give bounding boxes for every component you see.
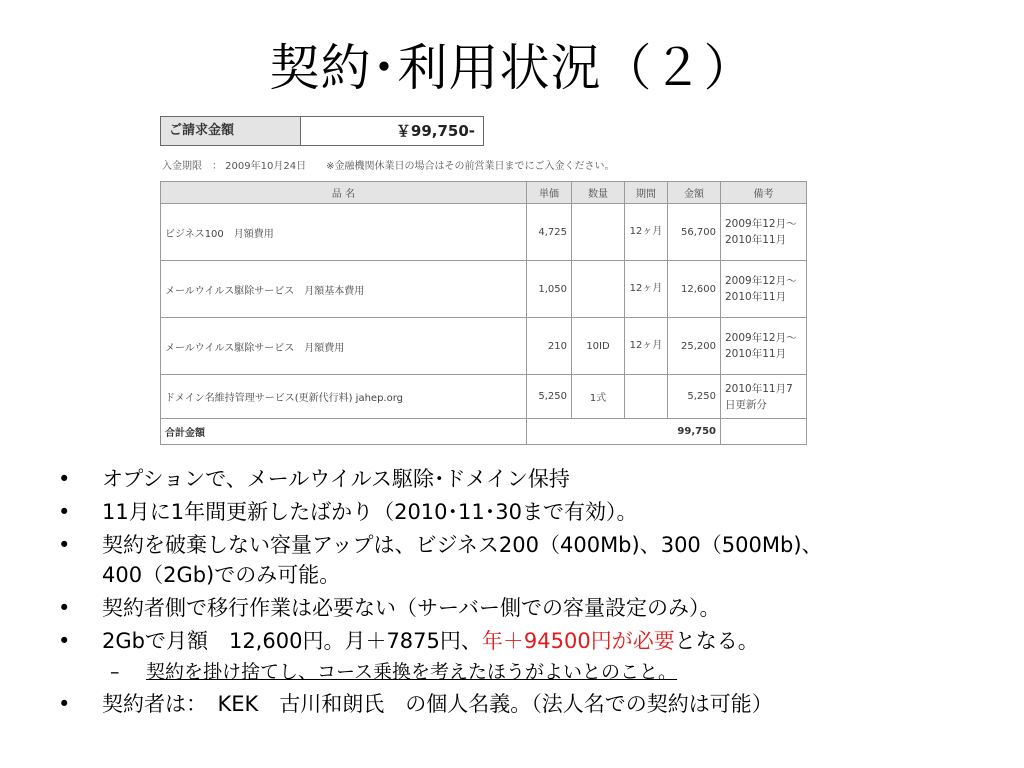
sub-bullet-advice: – 契約を掛け捨てし、コース乗換を考えたほうがよいとのこと。 — [58, 659, 1018, 685]
item-name: ドメイン名維持管理サービス(更新代行料) jahep.org — [161, 375, 527, 419]
header-unit-price: 単価 — [527, 182, 572, 204]
unit-price: 4,725 — [527, 204, 572, 261]
table-row — [161, 261, 807, 318]
bullet-options: • オプションで、メールウイルス駆除･ドメイン保持 — [58, 464, 1018, 494]
total-value: 99,750 — [527, 419, 721, 445]
bill-amount-box — [160, 116, 484, 146]
header-period: 期間 — [625, 182, 668, 204]
bullet-migration: • 契約者側で移行作業は必要ない（サーバー側での容量設定のみ）。 — [58, 593, 1018, 623]
bullet-renewal: • 11月に1年間更新したばかり（2010･11･30まで有効）。 — [58, 497, 1018, 527]
note: 2010年11月7日更新分 — [721, 375, 807, 419]
period: 12ヶ月 — [625, 261, 668, 318]
invoice-table — [160, 181, 807, 445]
unit-price: 1,050 — [527, 261, 572, 318]
invoice-image — [160, 116, 808, 456]
header-amount: 金額 — [668, 182, 721, 204]
slide-title: 契約･利用状況（２） — [269, 39, 755, 97]
bullet-capacity-upgrade: • 契約を破棄しない容量アップは、ビジネス200（400Mb)、300（500Mb)、 400（2Gb)でのみ可能。 — [58, 530, 1018, 590]
note: 2009年12月～2010年11月 — [721, 261, 807, 318]
header-note: 備考 — [721, 182, 807, 204]
unit-price: 5,250 — [527, 375, 572, 419]
quantity — [572, 261, 625, 318]
table-row — [161, 204, 807, 261]
quantity: 1式 — [572, 375, 625, 419]
payment-due-note: 入金期限 ： 2009年10月24日 ※金融機関休業日の場合はその前営業日までにご入金ください。 — [162, 161, 615, 172]
header-item-name: 品 名 — [161, 182, 527, 204]
total-row — [161, 419, 807, 445]
item-name: メールウイルス駆除サービス 月額費用 — [161, 318, 527, 375]
unit-price: 210 — [527, 318, 572, 375]
amount: 56,700 — [668, 204, 721, 261]
quantity — [572, 204, 625, 261]
note: 2009年12月～2010年11月 — [721, 204, 807, 261]
table-header-row — [161, 182, 807, 204]
bill-amount: ￥99,750- — [395, 122, 475, 140]
header-quantity: 数量 — [572, 182, 625, 204]
bullet-contract-holder: • 契約者は： KEK 古川和朗氏 の個人名義。（法人名での契約は可能） — [58, 689, 1018, 719]
item-name: ビジネス100 月額費用 — [161, 204, 527, 261]
amount: 12,600 — [668, 261, 721, 318]
bill-label: ご請求金額 — [161, 117, 301, 145]
bullet-list — [58, 464, 1018, 722]
period: 12ヶ月 — [625, 318, 668, 375]
table-row — [161, 318, 807, 375]
period — [625, 375, 668, 419]
amount: 25,200 — [668, 318, 721, 375]
table-row — [161, 375, 807, 419]
quantity: 10ID — [572, 318, 625, 375]
item-name: メールウイルス駆除サービス 月額基本費用 — [161, 261, 527, 318]
bullet-cost: • 2Gbで月額 12,600円。月＋7875円、年＋94500円が必要となる。 — [58, 626, 1018, 656]
total-label: 合計金額 — [161, 419, 527, 445]
amount: 5,250 — [668, 375, 721, 419]
note: 2009年12月～2010年11月 — [721, 318, 807, 375]
total-note-empty — [721, 419, 807, 445]
cost-highlight: 年＋94500円が必要 — [481, 629, 675, 653]
period: 12ヶ月 — [625, 204, 668, 261]
